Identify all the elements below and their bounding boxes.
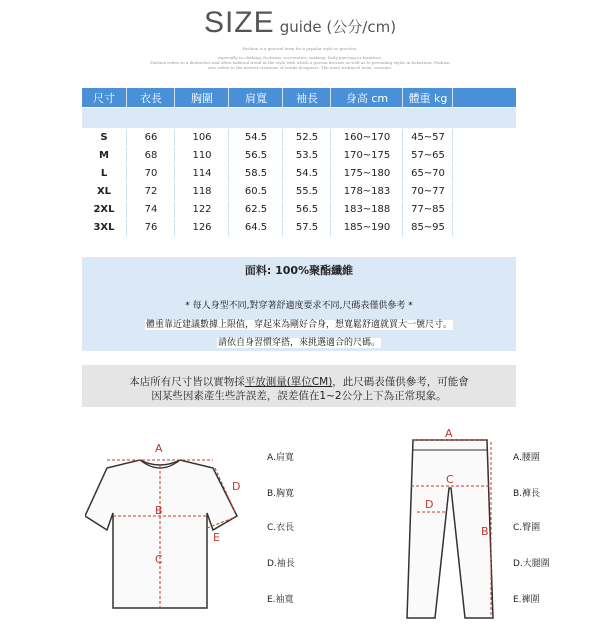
cell-weight: 65~70 bbox=[402, 165, 453, 182]
cell-height: 170~175 bbox=[330, 147, 403, 164]
cell-size: XL bbox=[96, 186, 112, 197]
cell-height: 185~190 bbox=[330, 219, 403, 236]
cell-sleeve: 54.5 bbox=[282, 165, 331, 182]
note-2 bbox=[82, 317, 516, 330]
header-sleeve: 袖長 bbox=[282, 88, 331, 107]
shirt-letter-c: C bbox=[155, 553, 163, 566]
pants-letter-a: A bbox=[445, 428, 453, 440]
note-3 bbox=[82, 335, 516, 348]
cell-height: 178~183 bbox=[330, 183, 403, 200]
cell-shoulder: 56.5 bbox=[228, 147, 283, 164]
material-label: 面料: 100%聚酯纖維 bbox=[82, 257, 516, 283]
disclaimer-post: ，此尺碼表僅供參考，可能會 bbox=[332, 376, 469, 388]
pants-diagram bbox=[395, 428, 505, 628]
cell-empty bbox=[452, 147, 517, 164]
table-spacer-row bbox=[82, 108, 516, 129]
cell-sleeve: 56.5 bbox=[282, 201, 331, 218]
cell-chest: 110 bbox=[174, 147, 229, 164]
header-size: 尺寸 bbox=[93, 91, 115, 105]
shirt-legend-e: E.袖寬 bbox=[267, 595, 294, 605]
cell-sleeve: 53.5 bbox=[282, 147, 331, 164]
cell-size: S bbox=[100, 132, 108, 143]
cell-height: 175~180 bbox=[330, 165, 403, 182]
cell-empty bbox=[452, 165, 517, 182]
cell-weight: 57~65 bbox=[402, 147, 453, 164]
header-chest: 胸圍 bbox=[174, 88, 229, 107]
shirt-letter-b: B bbox=[155, 504, 163, 517]
cell-empty bbox=[452, 183, 517, 200]
cell-chest: 122 bbox=[174, 201, 229, 218]
cell-shoulder: 62.5 bbox=[228, 201, 283, 218]
cell-sleeve: 55.5 bbox=[282, 183, 331, 200]
cell-weight: 77~85 bbox=[402, 201, 453, 218]
cell-length: 66 bbox=[126, 129, 175, 146]
cell-length: 72 bbox=[126, 183, 175, 200]
fine-print-2: especially in clothing, footwear, accessories, makeup, body piercing or furniture. bbox=[217, 55, 383, 60]
cell-empty bbox=[452, 201, 517, 218]
shirt-letter-e: E bbox=[213, 531, 220, 544]
pants-letter-c: C bbox=[446, 473, 454, 486]
cell-chest: 106 bbox=[174, 129, 229, 146]
title-main: SIZE bbox=[203, 6, 275, 39]
title-sub: guide (公分/cm) bbox=[279, 18, 397, 36]
header-weight: 體重 kg bbox=[402, 88, 453, 107]
header-length: 衣長 bbox=[126, 88, 175, 107]
shirt-legend-b: B.胸寬 bbox=[267, 489, 295, 499]
pants-legend-b: B.褲長 bbox=[513, 489, 541, 499]
cell-shoulder: 64.5 bbox=[228, 219, 283, 236]
pants-legend-d: D.大腿圍 bbox=[513, 559, 550, 569]
note-3-text: 請依自身習慣穿搭，來挑選適合的尺碼。 bbox=[217, 338, 380, 348]
shirt-legend-d: D.袖長 bbox=[267, 559, 295, 569]
table-row bbox=[82, 165, 516, 183]
fine-print-3: Fashion refers to a distinctive and often habitual trend in the style with which a person dresses as well as to prevailing styles in behaviour. Fashion bbox=[150, 60, 450, 65]
cell-shoulder: 58.5 bbox=[228, 165, 283, 182]
note-2-text: 體重靠近建議數據上限值，穿起來為剛好合身，想寬鬆舒適就買大一號尺寸。 bbox=[145, 320, 452, 330]
table-row bbox=[82, 219, 516, 237]
cell-empty bbox=[452, 129, 517, 146]
cell-sleeve: 57.5 bbox=[282, 219, 331, 236]
cell-size: 2XL bbox=[93, 204, 115, 215]
table-row bbox=[82, 129, 516, 147]
cell-height: 183~188 bbox=[330, 201, 403, 218]
table-row bbox=[82, 147, 516, 165]
cell-length: 68 bbox=[126, 147, 175, 164]
fine-print-1: Fashion is a general term for a popular style or practice, bbox=[242, 46, 358, 51]
header-empty bbox=[452, 88, 517, 107]
page-title bbox=[0, 6, 600, 40]
header-height: 身高 cm bbox=[330, 88, 403, 107]
cell-size: L bbox=[100, 168, 108, 179]
pants-letter-d: D bbox=[425, 498, 434, 511]
shirt-legend-c: C.衣長 bbox=[267, 523, 295, 533]
fine-print-4: also refers to the newest creations of textile designers. The more technical term, costume. bbox=[207, 65, 393, 70]
size-table bbox=[82, 88, 516, 253]
table-row bbox=[82, 201, 516, 219]
disclaimer-pre: 本店所有尺寸皆以實物採 bbox=[129, 376, 245, 388]
cell-length: 76 bbox=[126, 219, 175, 236]
disclaimer-line-2: 因某些因素產生些許誤差，誤差值在1~2公分上下為正常現象。 bbox=[151, 390, 447, 402]
cell-sleeve: 52.5 bbox=[282, 129, 331, 146]
cell-length: 74 bbox=[126, 201, 175, 218]
cell-length: 70 bbox=[126, 165, 175, 182]
disclaimer-underline: 平放測量(單位CM) bbox=[244, 376, 333, 388]
pants-legend-a: A.腰圍 bbox=[513, 453, 540, 463]
pants-letter-b: B bbox=[481, 525, 489, 538]
header-shoulder: 肩寬 bbox=[228, 88, 283, 107]
cell-chest: 118 bbox=[174, 183, 229, 200]
pants-legend-e: E.褲圍 bbox=[513, 595, 540, 605]
notes-box bbox=[82, 283, 516, 351]
table-header-row bbox=[82, 88, 516, 108]
cell-size: M bbox=[99, 150, 109, 161]
disclaimer-line-1 bbox=[82, 374, 516, 389]
shirt-diagram bbox=[85, 438, 260, 623]
cell-shoulder: 60.5 bbox=[228, 183, 283, 200]
shirt-letter-d: D bbox=[232, 480, 241, 493]
note-1: * 每人身型不同,對穿著舒適度要求不同,尺碼表僅供參考 * bbox=[185, 301, 413, 311]
cell-weight: 85~95 bbox=[402, 219, 453, 236]
cell-empty bbox=[452, 219, 517, 236]
pants-legend-c: C.臀圍 bbox=[513, 523, 541, 533]
cell-chest: 114 bbox=[174, 165, 229, 182]
table-row bbox=[82, 183, 516, 201]
cell-size: 3XL bbox=[93, 222, 115, 233]
cell-height: 160~170 bbox=[330, 129, 403, 146]
shirt-legend-a: A.肩寬 bbox=[267, 453, 294, 463]
cell-chest: 126 bbox=[174, 219, 229, 236]
shirt-letter-a: A bbox=[155, 442, 163, 455]
disclaimer-band bbox=[82, 365, 516, 407]
cell-weight: 70~77 bbox=[402, 183, 453, 200]
cell-shoulder: 54.5 bbox=[228, 129, 283, 146]
cell-weight: 45~57 bbox=[402, 129, 453, 146]
table-spacer-row bbox=[82, 237, 516, 253]
